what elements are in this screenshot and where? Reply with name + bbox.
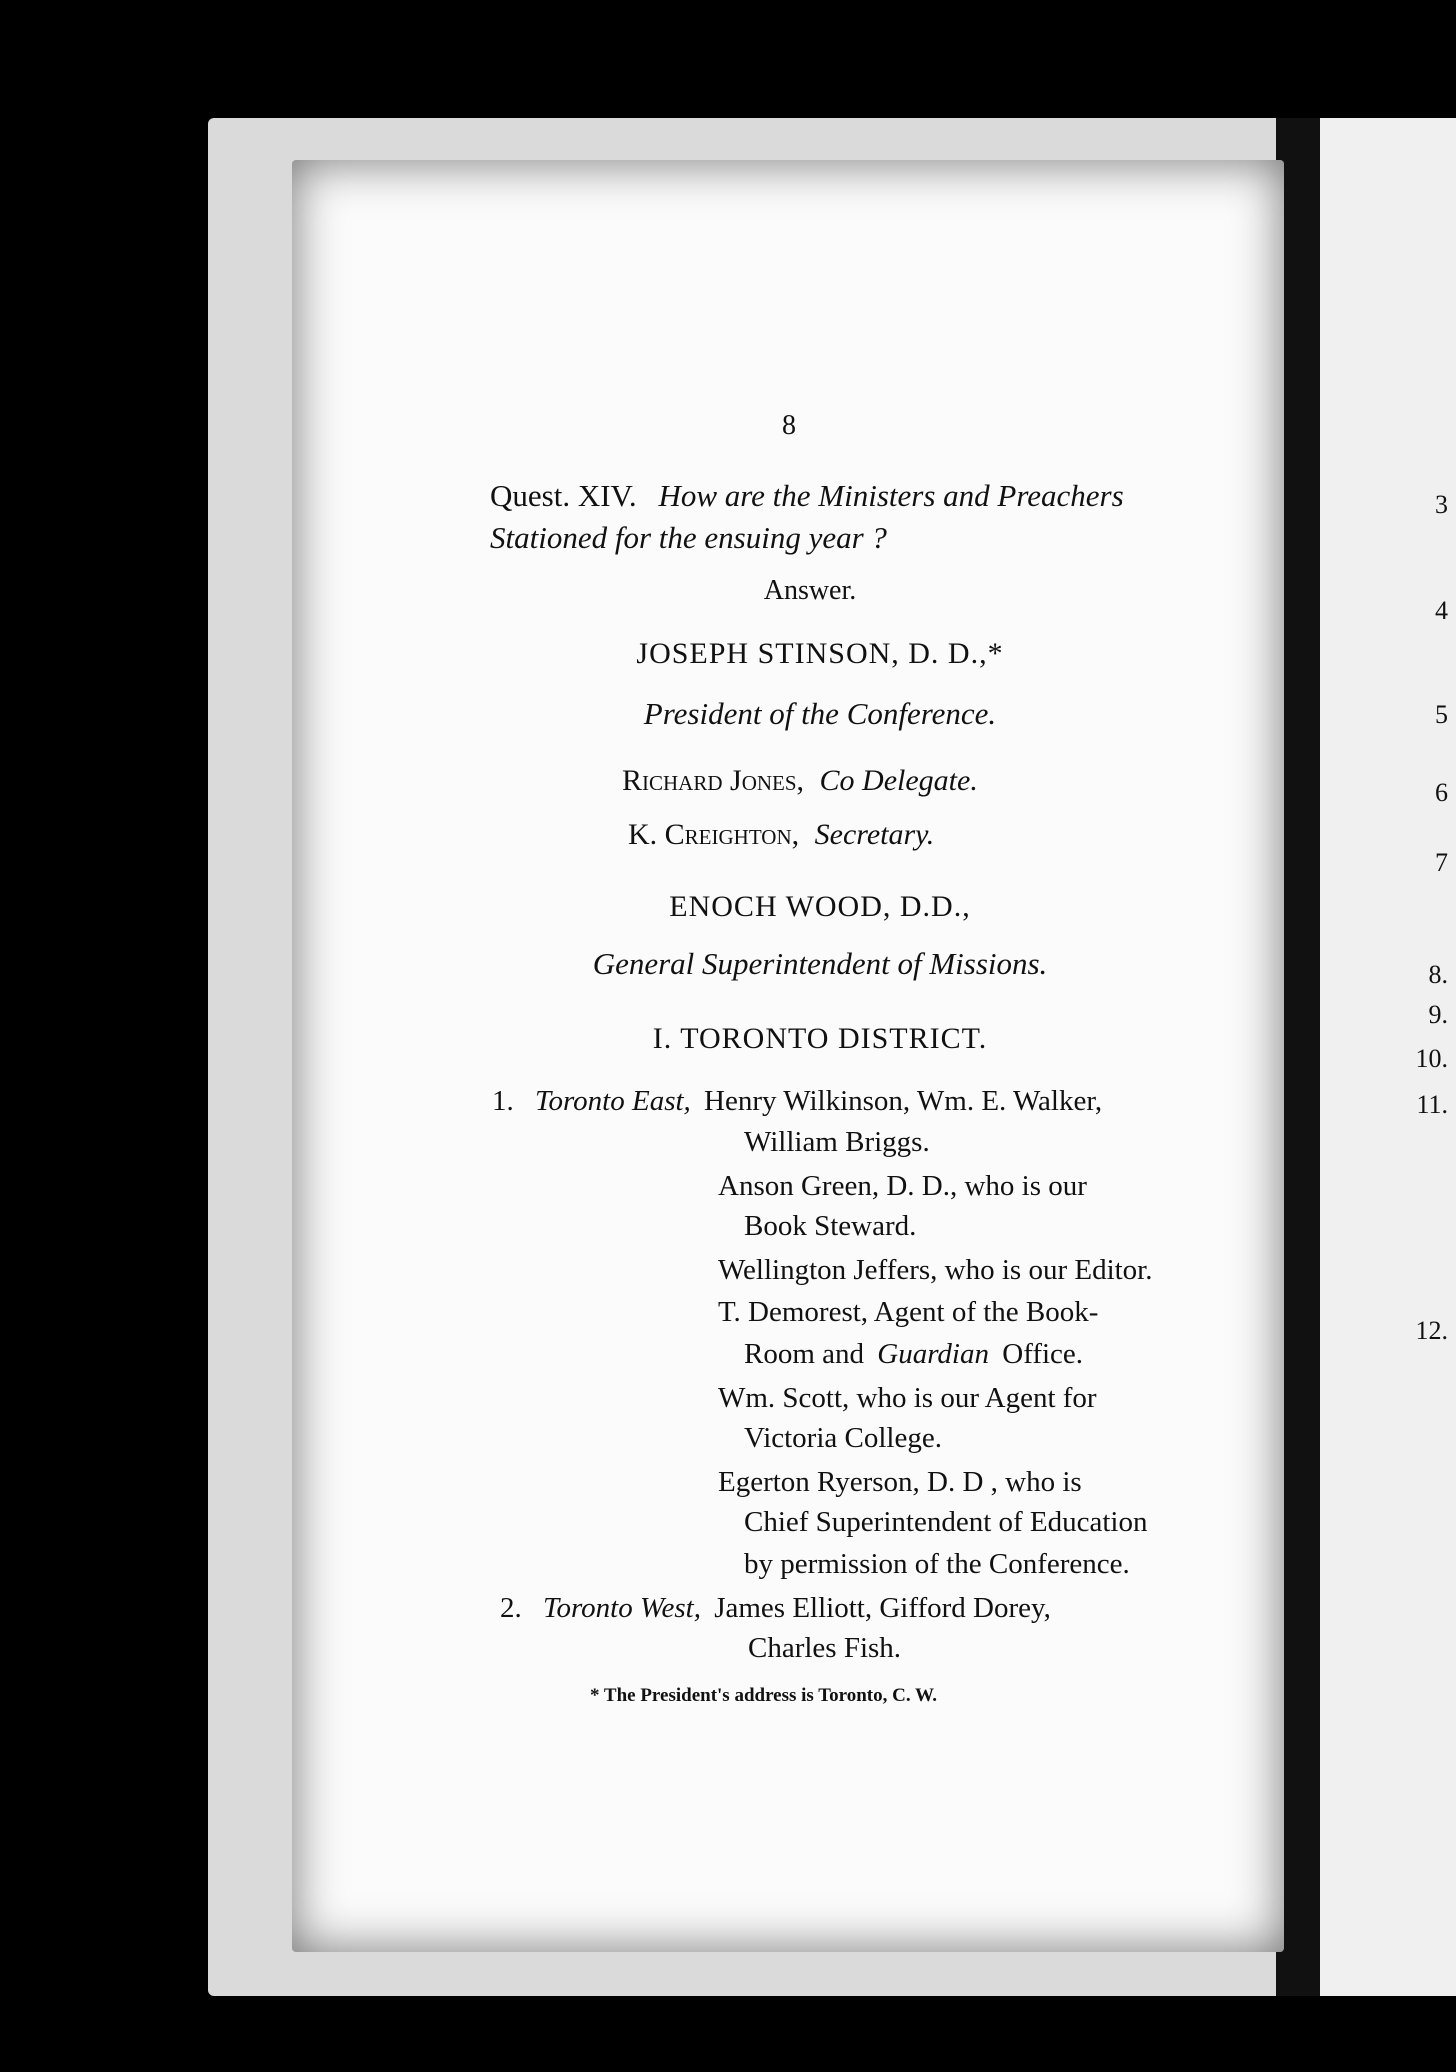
entry-text: Room and	[744, 1338, 865, 1370]
district-heading: I. TORONTO DISTRICT.	[652, 1022, 988, 1055]
officer-line	[622, 764, 978, 798]
adjacent-page	[1320, 118, 1456, 1996]
officer-role: Secretary.	[814, 818, 935, 851]
adjacent-number: 10.	[1415, 1044, 1448, 1073]
superintendent-name: ENOCH WOOD, D.D.,	[669, 890, 971, 923]
station-entry	[500, 1592, 1051, 1625]
officer-name: K. Creighton,	[628, 818, 800, 851]
entry-line: William Briggs.	[744, 1126, 930, 1158]
entry-italic: Guardian	[877, 1338, 989, 1370]
officer-line	[628, 818, 934, 852]
entry-line: T. Demorest, Agent of the Book-	[718, 1296, 1099, 1328]
officer-name: Richard Jones,	[622, 764, 805, 797]
entry-line: Wm. Scott, who is our Agent for	[718, 1382, 1097, 1414]
question-text-2: Stationed for the ensuing year ?	[490, 520, 887, 555]
question-text-1: How are the Ministers and Preachers	[658, 478, 1124, 513]
adjacent-number: 7	[1435, 848, 1448, 877]
entry-line: by permission of the Conference.	[744, 1548, 1130, 1580]
question-line-1	[490, 478, 1124, 514]
entry-text: Henry Wilkinson, Wm. E. Walker,	[704, 1085, 1103, 1117]
adjacent-number: 8.	[1428, 960, 1448, 989]
entry-line	[744, 1338, 1083, 1371]
president-name: JOSEPH STINSON, D. D.,*	[636, 637, 1004, 670]
footnote: * The President's address is Toronto, C. W.	[590, 1685, 938, 1706]
superintendent-title: General Superintendent of Missions.	[592, 946, 1048, 981]
answer-heading: Answer.	[763, 575, 857, 606]
entry-number: 2.	[500, 1592, 522, 1624]
adjacent-number: 6	[1435, 778, 1448, 807]
president-title: President of the Conference.	[643, 696, 997, 731]
entry-text: James Elliott, Gifford Dorey,	[714, 1592, 1051, 1624]
station-entry	[492, 1085, 1102, 1118]
entry-line: Egerton Ryerson, D. D , who is	[718, 1466, 1082, 1498]
entry-place: Toronto West,	[543, 1592, 701, 1624]
entry-line: Anson Green, D. D., who is our	[718, 1170, 1087, 1202]
adjacent-number: 4	[1435, 596, 1448, 625]
adjacent-number: 5	[1435, 700, 1448, 729]
adjacent-number: 3	[1435, 490, 1448, 519]
adjacent-number: 9.	[1428, 1000, 1448, 1029]
entry-line: Book Steward.	[744, 1210, 917, 1242]
entry-text-after: Office.	[1002, 1338, 1084, 1370]
entry-line: Wellington Jeffers, who is our Editor.	[718, 1254, 1153, 1286]
entry-line: Victoria College.	[744, 1422, 942, 1454]
entry-number: 1.	[492, 1085, 514, 1117]
entry-line: Chief Superintendent of Education	[744, 1506, 1148, 1538]
adjacent-number: 11.	[1416, 1090, 1448, 1119]
adjacent-number: 12.	[1415, 1316, 1448, 1345]
question-label: Quest. XIV.	[490, 478, 637, 513]
officer-role: Co Delegate.	[819, 764, 978, 797]
entry-place: Toronto East,	[535, 1085, 691, 1117]
page-number: 8	[782, 410, 796, 441]
entry-line: Charles Fish.	[748, 1632, 902, 1664]
